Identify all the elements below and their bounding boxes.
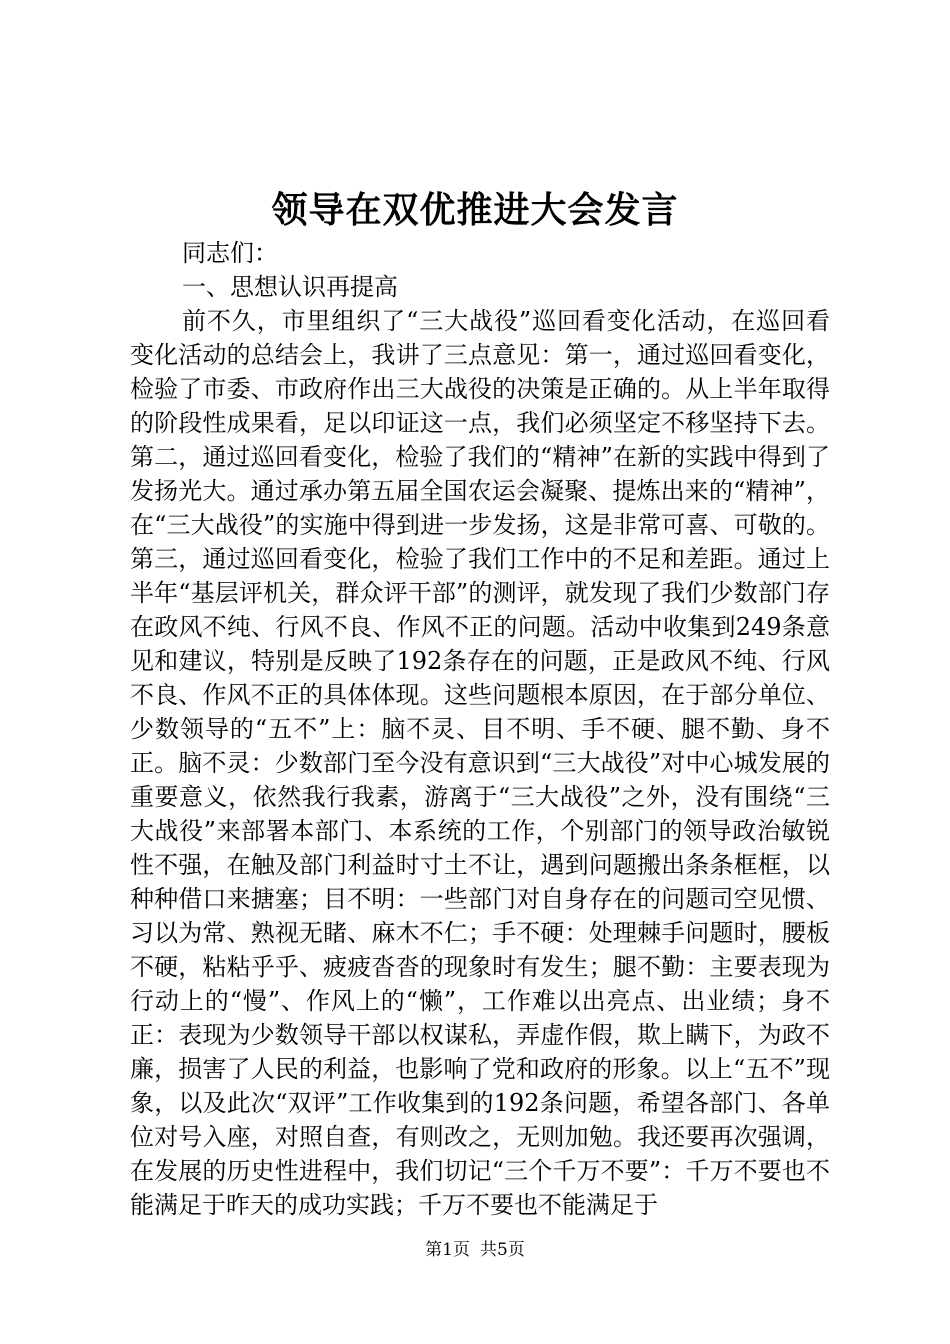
page-footer [0, 1238, 950, 1262]
document-body [130, 236, 830, 1222]
total-pages: 共5页 [480, 1240, 525, 1260]
page-number: 第1页 [425, 1240, 470, 1260]
salutation-paragraph: 同志们： [182, 239, 278, 267]
body-paragraph: 前不久，市里组织了“三大战役”巡回看变化活动，在巡回看变化活动的总结会上，我讲了三点意见：第一，通过巡回看变化，检验了市委、市政府作出三大战役的决策是正确的。从上半年取得的阶段性成果看，足以印证这一点，我们必须坚定不移坚持下去。第二，通过巡回看变化，检验了我们的“精神”在新的实践中得到了发扬光大。通过承办第五届全国农运会凝聚、提炼出来的“精神”，在“三大战役”的实施中得到进一步发扬，这是非常可喜、可敬的。第三，通过巡回看变化，检验了我们工作中的不足和差距。通过上半年“基层评机关，群众评干部”的测评，就发现了我们少数部门存在政风不纯、行风不良、作风不正的问题。活动中收集到249条意见和建议，特别是反映了192条存在的问题，正是政风不纯、行风不良、作风不正的具体体现。这些问题根本原因，在于部分单位、少数领导的“五不”上：脑不灵、目不明、手不硬、腿不勤、身不正。脑不灵：少数部门至今没有意识到“三大战役”对中心城发展的重要意义，依然我行我素，游离于“三大战役”之外，没有围绕“三大战役”来部署本部门、本系统的工作，个别部门的领导政治敏锐性不强，在触及部门利益时寸土不让，遇到问题搬出条条框框，以种种借口来搪塞；目不明：一些部门对自身存在的问题司空见惯、习以为常、熟视无睹、麻木不仁；手不硬：处理棘手问题时，腰板不硬，粘粘乎乎、疲疲沓沓的现象时有发生；腿不勤：主要表现为行动上的“慢”、作风上的“懒”，工作难以出亮点、出业绩；身不正：表现为少数领导干部以权谋私，弄虚作假，欺上瞒下，为政不廉，损害了人民的利益，也影响了党和政府的形象。以上“五不”现象，以及此次“双评”工作收集到的192条问题，希望各部门、各单位对号入座，对照自查，有则改之，无则加勉。我还要再次强调，在发展的历史性进程中，我们切记“三个千万不要”：千万不要也不能满足于昨天的成功实践；千万不要也不能满足于 [130, 307, 830, 1219]
section-heading: 一、思想认识再提高 [182, 273, 398, 301]
document-title: 领导在双优推进大会发言 [271, 189, 679, 231]
